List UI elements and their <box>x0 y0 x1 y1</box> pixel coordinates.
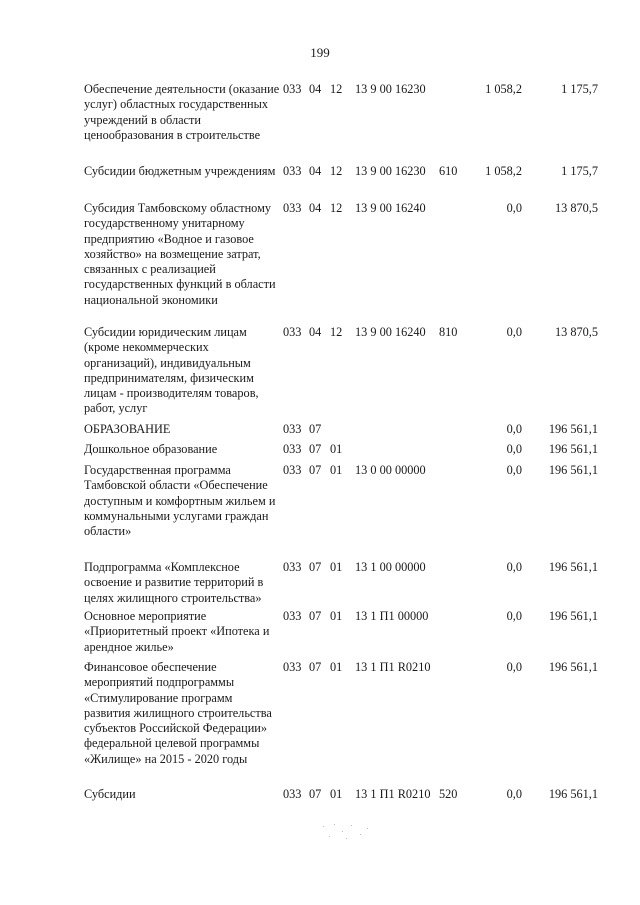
row-razdel: 07 <box>309 560 322 574</box>
row-vedomstvo: 033 <box>283 787 302 801</box>
row-target-article: 13 0 00 00000 <box>355 463 426 477</box>
row-target-article: 13 9 00 16230 <box>355 164 426 178</box>
row-sum-2: 196 561,1 <box>548 609 598 623</box>
row-sum-2: 13 870,5 <box>554 325 598 339</box>
row-podrazdel: 12 <box>330 164 343 178</box>
row-vedomstvo: 033 <box>283 560 302 574</box>
row-podrazdel: 01 <box>330 560 343 574</box>
row-vedomstvo: 033 <box>283 660 302 674</box>
row-razdel: 04 <box>309 82 322 96</box>
row-podrazdel: 01 <box>330 609 343 623</box>
row-name: Обеспечение деятельности (оказание услуг) областных государственных учреждений в области ценообразования в строительстве <box>84 82 280 142</box>
scan-noise <box>320 822 380 842</box>
row-name: Субсидия Тамбовскому областному государственному унитарному предприятию «Водное и газовое хозяйство» на возмещение затрат, связанных с реализацией государственных функций в области национальной экономики <box>84 201 276 307</box>
row-name: Подпрограмма «Комплексное освоение и развитие территорий в целях жилищного строительства» <box>84 560 264 605</box>
row-razdel: 07 <box>309 422 322 436</box>
row-vedomstvo: 033 <box>283 609 302 623</box>
row-razdel: 04 <box>309 201 322 215</box>
row-razdel: 07 <box>309 787 322 801</box>
row-sum-2: 1 175,7 <box>561 164 598 178</box>
row-target-article: 13 1 П1 R0210 <box>355 660 431 674</box>
row-vedomstvo: 033 <box>283 442 302 456</box>
row-sum-1: 0,0 <box>506 463 522 477</box>
row-razdel: 07 <box>309 463 322 477</box>
row-podrazdel: 01 <box>330 660 343 674</box>
row-sum-1: 0,0 <box>506 787 522 801</box>
row-podrazdel: 12 <box>330 325 343 339</box>
row-vedomstvo: 033 <box>283 82 302 96</box>
row-podrazdel: 12 <box>330 82 343 96</box>
row-podrazdel: 01 <box>330 787 343 801</box>
row-podrazdel: 12 <box>330 201 343 215</box>
row-podrazdel: 01 <box>330 442 343 456</box>
row-name: Субсидии <box>84 787 136 801</box>
row-expense-type: 520 <box>439 787 458 801</box>
row-sum-1: 0,0 <box>506 422 522 436</box>
row-sum-2: 13 870,5 <box>554 201 598 215</box>
row-vedomstvo: 033 <box>283 201 302 215</box>
row-vedomstvo: 033 <box>283 164 302 178</box>
row-expense-type: 610 <box>439 164 458 178</box>
page-number: 199 <box>310 45 330 60</box>
row-sum-1: 0,0 <box>506 442 522 456</box>
row-sum-2: 196 561,1 <box>548 422 598 436</box>
row-sum-2: 196 561,1 <box>548 463 598 477</box>
row-sum-1: 0,0 <box>506 660 522 674</box>
row-target-article: 13 1 00 00000 <box>355 560 426 574</box>
row-sum-1: 1 058,2 <box>485 164 522 178</box>
row-sum-2: 196 561,1 <box>548 560 598 574</box>
row-sum-1: 0,0 <box>506 325 522 339</box>
row-name: Основное мероприятие «Приоритетный проект «Ипотека и арендное жилье» <box>84 609 270 654</box>
row-vedomstvo: 033 <box>283 422 302 436</box>
row-name: Субсидии юридическим лицам (кроме некоммерческих организаций), индивидуальным предпринимателям, физическим лицам - производителям товаров, работ, услуг <box>84 325 259 416</box>
row-sum-2: 196 561,1 <box>548 660 598 674</box>
row-podrazdel: 01 <box>330 463 343 477</box>
row-sum-1: 0,0 <box>506 201 522 215</box>
row-name: Государственная программа Тамбовской области «Обеспечение доступным и комфортным жильем и коммунальными услугами граждан области» <box>84 463 276 539</box>
row-vedomstvo: 033 <box>283 325 302 339</box>
row-name: Финансовое обеспечение мероприятий подпрограммы «Стимулирование программ развития жилищного строительства субъектов Российской Федерации» федеральной целевой программы «Жилище» на 2015 - 2020 годы <box>84 660 272 766</box>
row-sum-2: 196 561,1 <box>548 442 598 456</box>
row-razdel: 07 <box>309 442 322 456</box>
row-name: ОБРАЗОВАНИЕ <box>84 422 171 436</box>
row-target-article: 13 1 П1 R0210 <box>355 787 431 801</box>
row-expense-type: 810 <box>439 325 458 339</box>
row-target-article: 13 9 00 16240 <box>355 325 426 339</box>
row-razdel: 07 <box>309 609 322 623</box>
row-sum-2: 196 561,1 <box>548 787 598 801</box>
row-razdel: 07 <box>309 660 322 674</box>
row-name: Субсидии бюджетным учреждениям <box>84 164 276 178</box>
row-sum-2: 1 175,7 <box>561 82 598 96</box>
row-sum-1: 0,0 <box>506 560 522 574</box>
row-name: Дошкольное образование <box>84 442 218 456</box>
row-sum-1: 0,0 <box>506 609 522 623</box>
row-target-article: 13 9 00 16240 <box>355 201 426 215</box>
row-vedomstvo: 033 <box>283 463 302 477</box>
row-razdel: 04 <box>309 325 322 339</box>
row-target-article: 13 9 00 16230 <box>355 82 426 96</box>
row-target-article: 13 1 П1 00000 <box>355 609 429 623</box>
row-sum-1: 1 058,2 <box>485 82 522 96</box>
row-razdel: 04 <box>309 164 322 178</box>
